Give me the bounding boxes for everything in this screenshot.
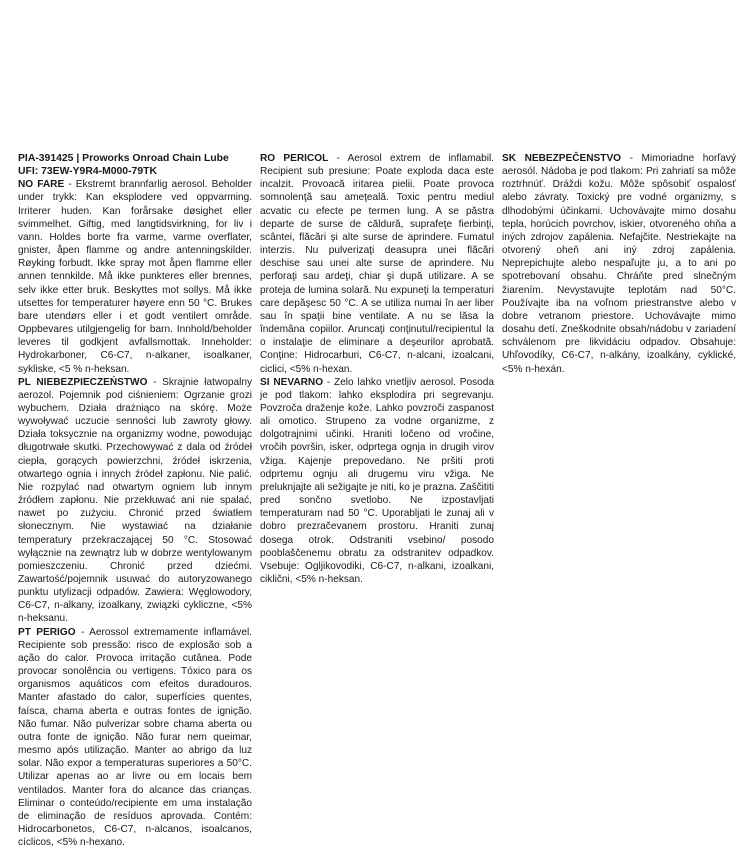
column-2	[260, 152, 494, 849]
section-no-label: NO FARE	[18, 179, 65, 191]
product-code-title: PIA-391425 | Proworks Onroad Chain Lube	[18, 153, 229, 164]
section-pl-label: PL NIEBEZPIECZEŃSTWO	[18, 376, 148, 388]
section-sk-text: - Mimoriadne horľavý aerosól. Nádoba je pod tlakom: Pri zahriatí sa môže roztrhnúť. Dráždi kožu. Môže spôsobiť ospalosť alebo závraty. Toxický pre vodné organizmy, s dlhodobými účinkami. Uchovávajte mimo dosahu tepla, horúcich povrchov, iskier, otvoreného ohňa a iných zdrojov zapálenia. Nefajčite. Nestriekajte na otvorený oheň ani iný zdroj zapálenia. Neprepichujte alebo nespaľujte ju, a to ani po spotrebovaní obsahu. Chráňte pred slnečným žiarením. Nevystavujte teplotám nad 50°C. Používajte iba na voľnom priestranstve alebo v dobre vetranom priestore. Uchovávajte mimo dosahu detí. Zneškodnite obsah/nádobu v zariadení schválenom pre likvidáciu odpadov. Obsahuje: Uhľovodíky, C6-C7, n-alkány, izoalkány, cyklické, <5% n-hexán.	[502, 153, 737, 375]
section-no	[18, 178, 252, 375]
section-pt-label: PT PERIGO	[18, 626, 76, 638]
section-si	[260, 376, 494, 587]
section-sk	[502, 152, 736, 376]
section-si-text: - Zelo lahko vnetljiv aerosol. Posoda je pod tlakom: lahko eksplodira pri segrevanju. Povzroča draženje kože. Lahko povzroči zaspanost ali omotico. Strupeno za vodne organizme, z dolgotrajnimi učinki. Hraniti ločeno od vročine, vročih površin, isker, odprtega ognja in drugih virov vžiga. Kajenje prepovedano. Ne pršiti proti odprtemu ognju ali drugemu viru vžiga. Ne preluknjajte ali sežigajte je niti, ko je prazna. Zaščititi pred sončno svetlobo. Ne izpostavljati temperaturam nad 50 °C. Uporabljati le zunaj ali v dobro prezračevanem prostoru. Hraniti zunaj dosega otrok. Odstraniti vsebino/ posodo pooblaščenemu obratu za odstranitev odpadkov. Vsebuje: Ogljikovodiki, C6-C7, n-alkani, izoalkani, ciklični, <5% n-heksan.	[260, 376, 494, 585]
section-pt-text: - Aerossol extremamente inflamável. Recipiente sob pressão: risco de explosão sob a ação do calor. Provoca irritação cutânea. Pode provocar sonolência ou vertigens. Tóxico para os organismos aquáticos com efeitos duradouros. Manter afastado do calor, superfícies quentes, faísca, chama aberta e outras fontes de ignição. Não fumar. Não pulverizar sobre chama aberta ou outra fonte de ignição. Não furar nem queimar, mesmo após utilização. Manter ao abrigo da luz solar. Não expor a temperaturas superiores a 50°C. Utilizar apenas ao ar livre ou em locais bem ventilados. Manter fora do alcance das crianças. Eliminar o conteúdo/recipiente em uma instalação de eliminação de resíduos aprovada. Contém: Hidrocarbonetos, C6-C7, n-alcanos, isoalcanos, cíclicos, <5% n-hexano.	[18, 626, 252, 849]
section-sk-label: SK NEBEZPEČENSTVO	[502, 153, 622, 164]
section-ro	[260, 152, 494, 376]
ufi-code: UFI: 73EW-Y9R4-M000-79TK	[18, 166, 157, 178]
column-3	[502, 152, 736, 849]
section-no-text: - Ekstremt brannfarlig aerosol. Beholder under trykk: Kan eksplodere ved oppvarming. Irriterer huden. Kan forårsake døsighet eller svimmelhet. Giftig, med langtidsvirkning, for liv i vann. Holdes borte fra varme, varme overflater, gnister, åpen flamme og andre antenningskilder. Røyking forbudt. Ikke spray mot åpen flamme eller annen tennkilde. Må ikke punkteres eller brennes, selv ikke etter bruk. Beskyttes mot sollys. Må ikke utsettes for temperaturer høyere enn 50 °C. Brukes bare utendørs eller i et godt ventilert område. Oppbevares utilgjengelig for barn. Innhold/beholder leveres til godkjent avfallsmottak. Inneholder: Hydrokarboner, C6-C7, n-alkaner, isoalkaner, sykliske, <5 % n-heksan.	[18, 179, 252, 375]
section-pl	[18, 376, 252, 626]
section-ro-label: RO PERICOL	[260, 153, 329, 164]
section-pl-text: - Skrajnie łatwopalny aerozol. Pojemnik pod ciśnieniem: Ogrzanie grozi wybuchem. Działa drażniąco na skórę. Może wywoływać uczucie senności lub zawroty głowy. Działa toksycznie na organizmy wodne, powodując długotrwałe skutki. Przechowywać z dala od źródeł ciepła, gorących powierzchni, źródeł iskrzenia, otwartego ognia i innych źródeł zapłonu. Nie palić. Nie rozpylać nad otwartym ogniem lub innym źródłem zapłonu. Nie przekłuwać ani nie spalać, nawet po zużyciu. Chronić przed światłem słonecznym. Nie wystawiać na działanie temperatury przekraczającej 50 °C. Stosować wyłącznie na zewnątrz lub w dobrze wentylowanym pomieszczeniu. Chronić przed dziećmi. Zawartość/pojemnik usuwać do autoryzowanego punktu utylizacji odpadów. Zawiera: Węglowodory, C6-C7, n-alkany, izoalkany, związki cykliczne, <5% n-heksanu.	[18, 376, 252, 625]
label-text-document	[18, 152, 736, 849]
section-pt	[18, 626, 252, 849]
column-1	[18, 152, 252, 849]
section-si-label: SI NEVARNO	[260, 376, 324, 388]
section-ro-text: - Aerosol extrem de inflamabil. Recipient sub presiune: Poate exploda daca este incalzit. Provoacă iritarea pielii. Poate provoca somnolenţă sau ameţeală. Toxic pentru mediul acvatic cu efecte pe termen lung. A se păstra departe de surse de căldură, suprafeţe fierbinţi, scântei, flăcări şi alte surse de aprindere. Fumatul interzis. Nu pulverizaţi deasupra unei flăcări deschise sau unei alte surse de aprindere. Nu perforaţi sau ardeţi, chiar şi după utilizare. A se proteja de lumina solară. Nu expuneţi la temperaturi care depăşesc 50 °C. A se utiliza numai în aer liber sau în spaţii bine ventilate. A nu se lăsa la îndemâna copiilor. Aruncaţi conţinutul/recipientul la o instalaţie de eliminare a deşeurilor aprobată. Conţine: Hidrocarburi, C6-C7, n-alcani, izoalcani, ciclici, <5% n-hexan.	[260, 153, 494, 375]
